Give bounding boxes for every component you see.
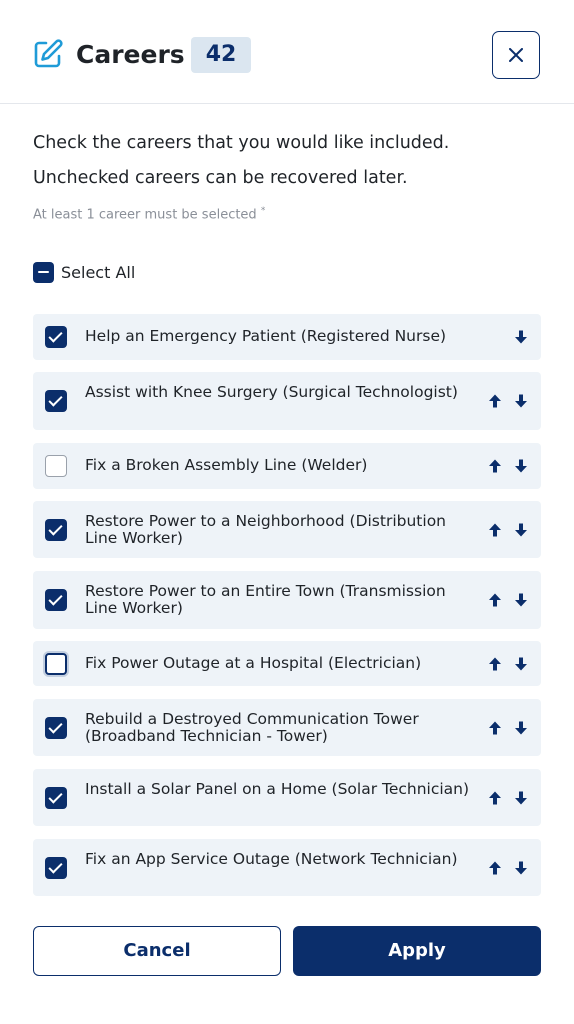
career-checkbox[interactable] bbox=[45, 455, 67, 477]
career-row bbox=[33, 769, 541, 826]
move-up-arrow-icon[interactable] bbox=[487, 656, 503, 672]
move-up-arrow-icon[interactable] bbox=[487, 592, 503, 608]
instructions-line-2: Unchecked careers can be recovered later. bbox=[33, 168, 408, 188]
move-down-arrow-icon[interactable] bbox=[513, 790, 529, 806]
move-down-arrow-icon[interactable] bbox=[513, 592, 529, 608]
career-label: Fix a Broken Assembly Line (Welder) bbox=[85, 456, 368, 474]
career-checkbox[interactable] bbox=[45, 717, 67, 739]
career-checkbox[interactable] bbox=[45, 589, 67, 611]
page-title: Careers bbox=[76, 40, 185, 69]
career-label: Install a Solar Panel on a Home (Solar Technician) bbox=[85, 780, 470, 798]
career-checkbox[interactable] bbox=[45, 390, 67, 412]
career-label: Restore Power to a Neighborhood (Distribution Line Worker) bbox=[85, 512, 446, 547]
career-label: Fix Power Outage at a Hospital (Electrician) bbox=[85, 654, 422, 672]
count-badge: 42 bbox=[191, 37, 251, 73]
select-all-toggle[interactable] bbox=[33, 261, 135, 283]
career-row bbox=[33, 314, 541, 360]
career-checkbox[interactable] bbox=[45, 519, 67, 541]
select-all-checkbox[interactable] bbox=[33, 262, 54, 283]
note-text: At least 1 career must be selected bbox=[33, 207, 257, 223]
close-button[interactable] bbox=[492, 31, 540, 79]
career-label: Restore Power to an Entire Town (Transmission Line Worker) bbox=[85, 582, 446, 617]
instructions-line-1: Check the careers that you would like included. bbox=[33, 133, 450, 153]
move-down-arrow-icon[interactable] bbox=[513, 522, 529, 538]
career-row bbox=[33, 839, 541, 896]
cancel-button[interactable]: Cancel bbox=[33, 926, 281, 976]
apply-button[interactable]: Apply bbox=[293, 926, 541, 976]
move-down-arrow-icon[interactable] bbox=[513, 458, 529, 474]
move-up-arrow-icon[interactable] bbox=[487, 790, 503, 806]
career-row bbox=[33, 372, 541, 430]
move-up-arrow-icon[interactable] bbox=[487, 393, 503, 409]
career-row bbox=[33, 699, 541, 756]
move-down-arrow-icon[interactable] bbox=[513, 656, 529, 672]
career-checkbox[interactable] bbox=[45, 787, 67, 809]
close-icon bbox=[509, 48, 523, 62]
move-down-arrow-icon[interactable] bbox=[513, 329, 529, 345]
move-down-arrow-icon[interactable] bbox=[513, 860, 529, 876]
move-down-arrow-icon[interactable] bbox=[513, 720, 529, 736]
career-row bbox=[33, 571, 541, 629]
career-checkbox[interactable] bbox=[45, 326, 67, 348]
career-checkbox[interactable] bbox=[45, 653, 67, 675]
move-up-arrow-icon[interactable] bbox=[487, 720, 503, 736]
career-row bbox=[33, 641, 541, 686]
move-up-arrow-icon[interactable] bbox=[487, 522, 503, 538]
career-label: Rebuild a Destroyed Communication Tower (Broadband Technician - Tower) bbox=[85, 710, 419, 745]
move-up-arrow-icon[interactable] bbox=[487, 458, 503, 474]
edit-icon bbox=[32, 38, 64, 70]
modal-header bbox=[0, 0, 574, 104]
move-down-arrow-icon[interactable] bbox=[513, 393, 529, 409]
career-label: Help an Emergency Patient (Registered Nurse) bbox=[85, 327, 447, 345]
move-up-arrow-icon[interactable] bbox=[487, 860, 503, 876]
career-label: Fix an App Service Outage (Network Technician) bbox=[85, 850, 458, 868]
career-label: Assist with Knee Surgery (Surgical Technologist) bbox=[85, 383, 458, 401]
selection-requirement-note bbox=[33, 206, 265, 222]
career-row bbox=[33, 501, 541, 558]
required-mark: * bbox=[260, 206, 266, 216]
career-row bbox=[33, 443, 541, 489]
career-checkbox[interactable] bbox=[45, 857, 67, 879]
select-all-label: Select All bbox=[61, 262, 136, 282]
